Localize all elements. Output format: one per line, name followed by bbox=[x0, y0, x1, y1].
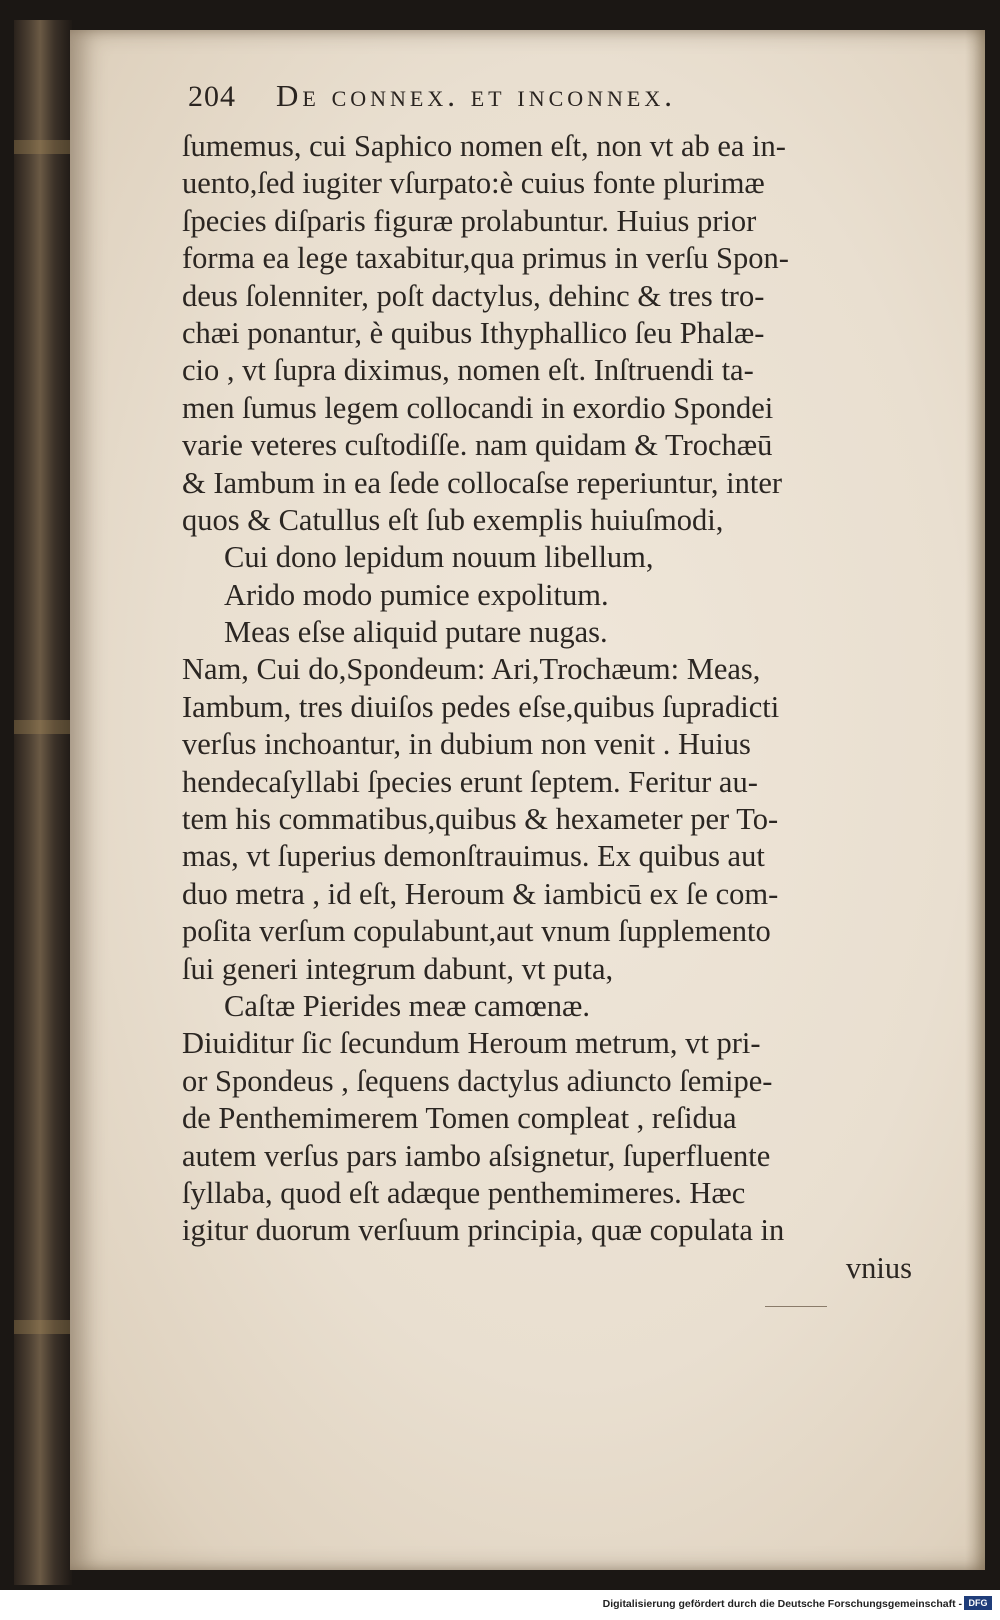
text-line: ſui generi integrum dabunt, vt puta, bbox=[182, 951, 614, 986]
text-line: men ſumus legem collocandi in exordio Spondei bbox=[182, 390, 774, 425]
page-number: 204 bbox=[188, 80, 236, 113]
text-line: Iambum, tres diuiſos pedes eſse,quibus ſupradicti bbox=[182, 689, 780, 724]
spine-band bbox=[14, 1320, 72, 1334]
book-spine bbox=[14, 20, 72, 1585]
text-line: ſpecies diſparis figuræ prolabuntur. Huius prior bbox=[182, 203, 757, 238]
text-line: igitur duorum verſuum principia, quæ copulata in bbox=[182, 1213, 785, 1248]
page-header bbox=[188, 78, 878, 128]
verse-line: Cui dono lepidum nouum libellum, bbox=[224, 540, 654, 575]
text-line: hendecaſyllabi ſpecies erunt ſeptem. Feritur au- bbox=[182, 764, 758, 799]
text-line: uento,ſed iugiter vſurpato:è cuius fonte plurimæ bbox=[182, 166, 765, 201]
text-line: duo metra , id eſt, Heroum & iambicū ex ſe com- bbox=[182, 876, 779, 911]
page-edge bbox=[965, 30, 985, 1570]
verse-line: Caſtæ Pierides meæ camœnæ. bbox=[224, 988, 590, 1023]
running-head: De connex. et inconnex. bbox=[276, 78, 676, 113]
verse-line: Meas eſse aliquid putare nugas. bbox=[224, 615, 608, 650]
text-line: mas, vt ſuperius demonſtrauimus. Ex quibus aut bbox=[182, 839, 765, 874]
dfg-logo-icon: DFG bbox=[964, 1596, 992, 1610]
spine-band bbox=[14, 720, 72, 734]
text-line: autem verſus pars iambo aſsignetur, ſuperfluente bbox=[182, 1138, 771, 1173]
text-line: deus ſolenniter, poſt dactylus, dehinc & tres tro- bbox=[182, 278, 765, 313]
text-line: or Spondeus , ſequens dactylus adiuncto ſemipe- bbox=[182, 1063, 773, 1098]
text-line: tem his commatibus,quibus & hexameter per To- bbox=[182, 802, 779, 837]
text-line: varie veteres cuſtodiſſe. nam quidam & Trochæū bbox=[182, 428, 773, 463]
text-line: cio , vt ſupra diximus, nomen eſt. Inſtruendi ta- bbox=[182, 353, 754, 388]
footer-bar bbox=[0, 1590, 1000, 1620]
text-line: ſyllaba, quod eſt adæque penthemimeres. Hæc bbox=[182, 1175, 746, 1210]
text-line: chæi ponantur, è quibus Ithyphallico ſeu Phalæ- bbox=[182, 315, 765, 350]
text-line: forma ea lege taxabitur,qua primus in verſu Spon- bbox=[182, 241, 789, 276]
text-line: Nam, Cui do,Spondeum: Ari,Trochæum: Meas, bbox=[182, 652, 761, 687]
text-line: de Penthemimerem Tomen compleat , reſidua bbox=[182, 1101, 737, 1136]
text-line: poſita verſum copulabunt,aut vnum ſupplemento bbox=[182, 914, 771, 949]
catchword: vnius bbox=[845, 1250, 912, 1285]
catchword-rule bbox=[765, 1306, 827, 1307]
footer-credit: Digitalisierung gefördert durch die Deutsche Forschungsgemeinschaft - bbox=[602, 1598, 962, 1610]
spine-band bbox=[14, 140, 72, 154]
text-line: & Iambum in ea ſede collocaſse reperiuntur, inter bbox=[182, 465, 783, 500]
text-line: Diuiditur ſic ſecundum Heroum metrum, vt pri- bbox=[182, 1026, 761, 1061]
text-line: verſus inchoantur, in dubium non venit . Huius bbox=[182, 727, 751, 762]
verse-line: Arido modo pumice expolitum. bbox=[224, 577, 609, 612]
text-line: ſumemus, cui Saphico nomen eſt, non vt ab ea in- bbox=[182, 129, 786, 163]
text-line: quos & Catullus eſt ſub exemplis huiuſmodi, bbox=[182, 502, 724, 537]
body-text bbox=[182, 128, 942, 1287]
